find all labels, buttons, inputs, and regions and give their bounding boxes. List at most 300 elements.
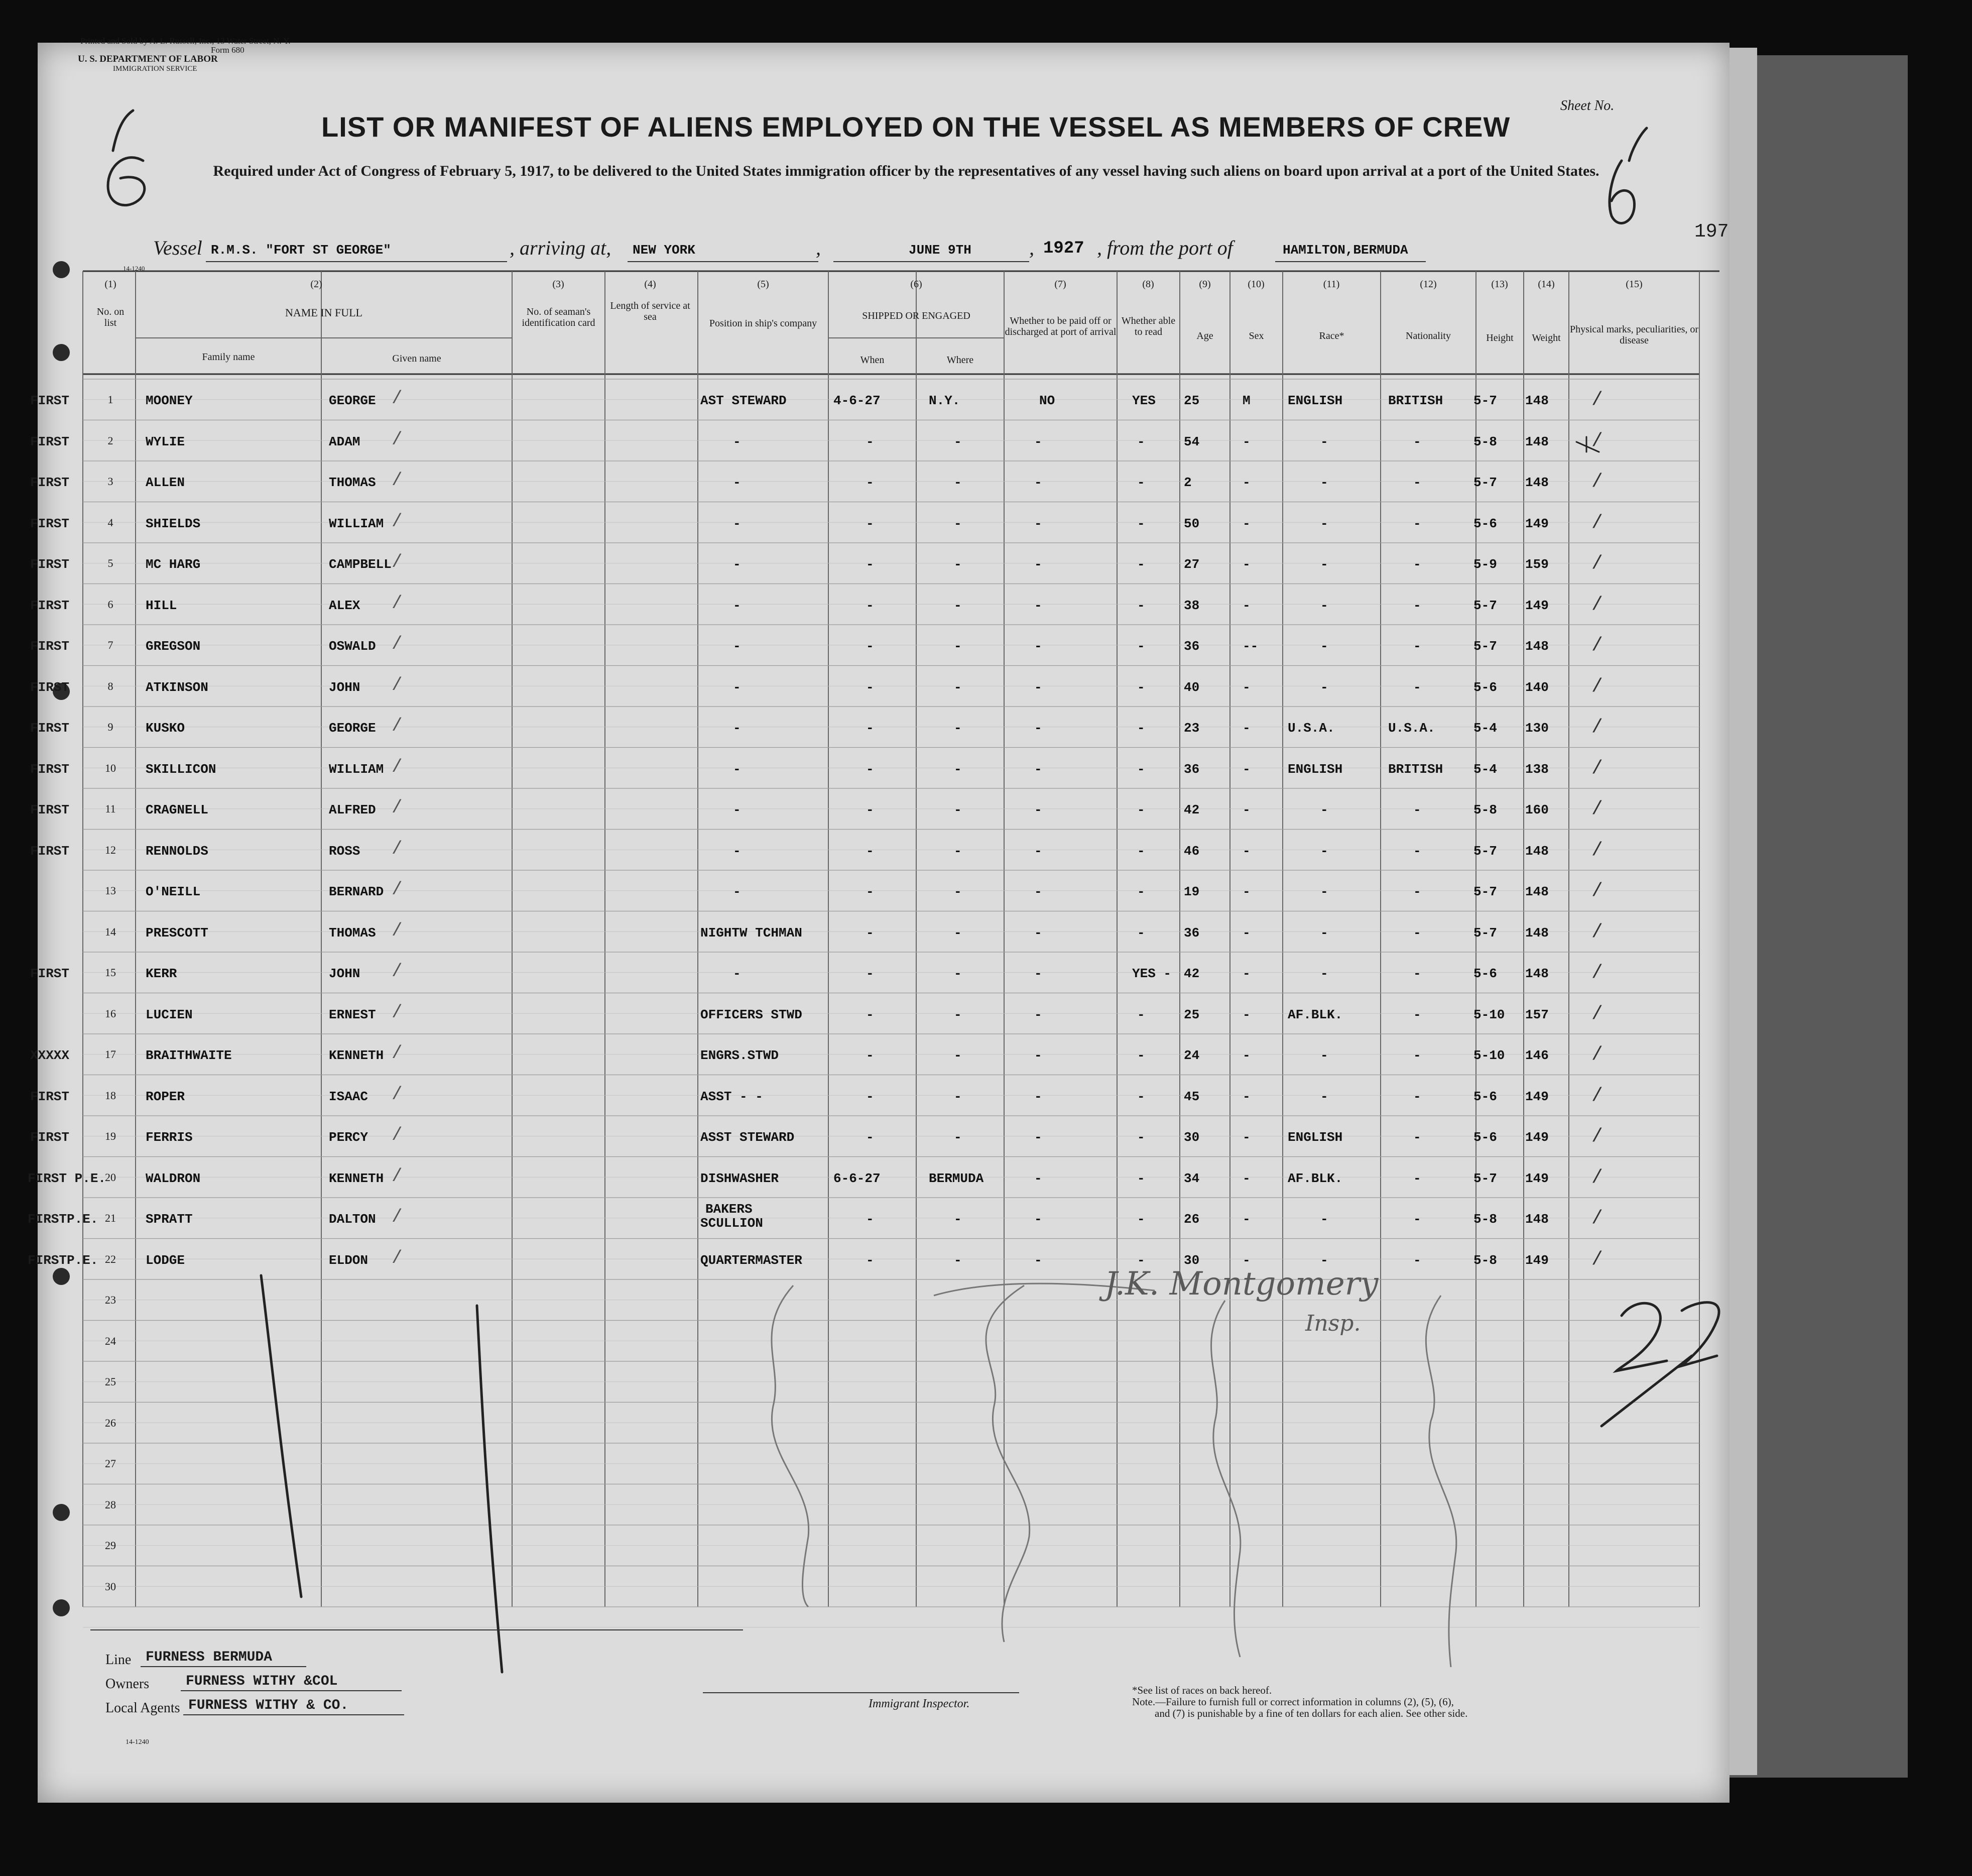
position: - <box>733 679 741 695</box>
age: 42 <box>1184 966 1200 981</box>
when-shipped: - <box>866 802 874 817</box>
corner-mark-right-stem <box>1629 128 1647 161</box>
race: ENGLISH <box>1288 761 1343 777</box>
row-number: 15 <box>105 966 116 979</box>
row-number: 26 <box>105 1416 116 1429</box>
family-name: MOONEY <box>146 393 193 408</box>
height: 5-9 <box>1473 557 1497 572</box>
check-mark: / <box>1591 471 1603 493</box>
position: - <box>733 516 741 531</box>
inspector-signature: J.K. Montgomery <box>1104 1265 1379 1303</box>
sex: - <box>1243 516 1251 531</box>
row-number: 1 <box>107 393 113 406</box>
paid-off: - <box>1034 1007 1042 1022</box>
weight: 140 <box>1525 679 1549 695</box>
row-number: 9 <box>107 721 113 733</box>
paid-off: - <box>1034 557 1042 572</box>
height: 5-7 <box>1473 1170 1497 1186</box>
position: - <box>733 639 741 654</box>
row-margin-note: FIRST <box>30 1130 70 1145</box>
age: 54 <box>1184 434 1200 449</box>
position: - <box>733 434 741 449</box>
given-name: JOHN <box>329 966 360 981</box>
family-name: LODGE <box>146 1252 185 1268</box>
table-bottom <box>90 1629 743 1630</box>
height: 5-8 <box>1473 1252 1497 1268</box>
row-margin-note: FIRSTP.E. <box>28 1252 98 1268</box>
row-number: 25 <box>105 1375 116 1388</box>
weight: 148 <box>1525 639 1549 654</box>
nationality: - <box>1413 1048 1421 1063</box>
column-number: (14) <box>1538 279 1555 290</box>
able-to-read: - <box>1137 639 1145 654</box>
row-margin-note: FIRST <box>30 721 70 736</box>
row-number: 18 <box>105 1089 116 1102</box>
owners-label: Owners <box>105 1676 150 1692</box>
when-shipped: 4-6-27 <box>833 393 881 408</box>
race: - <box>1320 1048 1328 1063</box>
where-shipped: - <box>954 1212 962 1227</box>
paid-off: - <box>1034 475 1042 490</box>
when-shipped: - <box>866 925 874 941</box>
position: - <box>733 475 741 490</box>
race: - <box>1320 434 1328 449</box>
weight: 130 <box>1525 721 1549 736</box>
departure-port: HAMILTON,BERMUDA <box>1283 243 1408 258</box>
paid-off: - <box>1034 1048 1042 1063</box>
age: 50 <box>1184 516 1200 531</box>
family-name: ATKINSON <box>146 679 208 695</box>
sex: - <box>1243 1252 1251 1268</box>
column-number: (12) <box>1420 279 1437 290</box>
race: - <box>1320 884 1328 899</box>
check-mark: / <box>392 1165 403 1187</box>
arrival-date: JUNE 9TH <box>909 243 971 258</box>
page-number: 197 <box>1694 221 1729 243</box>
paid-off: NO <box>1039 393 1055 408</box>
col-header-height: Height <box>1486 332 1514 343</box>
race: - <box>1320 475 1328 490</box>
paid-off: - <box>1034 884 1042 899</box>
paid-off: - <box>1034 1252 1042 1268</box>
row-margin-note: FIRST <box>30 1089 70 1104</box>
given-name: THOMAS <box>329 475 376 490</box>
weight: 149 <box>1525 1252 1549 1268</box>
nationality: - <box>1413 679 1421 695</box>
where-shipped: - <box>954 1089 962 1104</box>
row-margin-note: XXXXX <box>30 1048 70 1063</box>
line-value: FURNESS BERMUDA <box>146 1650 273 1665</box>
age: 40 <box>1184 679 1200 695</box>
agents-label: Local Agents <box>105 1700 180 1716</box>
footer-form-code: 14-1240 <box>126 1738 149 1746</box>
when-shipped: - <box>866 1007 874 1022</box>
column-number: (9) <box>1199 279 1211 290</box>
weight: 149 <box>1525 1089 1549 1104</box>
given-name: DALTON <box>329 1212 376 1227</box>
col-header-able-read: Whether able to read <box>1121 315 1176 337</box>
family-name: PRESCOTT <box>146 925 208 941</box>
row-number: 27 <box>105 1457 116 1470</box>
race: - <box>1320 925 1328 941</box>
height: 5-6 <box>1473 679 1497 695</box>
where-shipped: - <box>954 721 962 736</box>
column-number: (5) <box>757 279 769 290</box>
nationality: BRITISH <box>1388 761 1443 777</box>
where-shipped: - <box>954 1007 962 1022</box>
family-name: SKILLICON <box>146 761 216 777</box>
when-shipped: - <box>866 475 874 490</box>
able-to-read: - <box>1137 884 1145 899</box>
nationality: - <box>1413 598 1421 613</box>
nationality: - <box>1413 1252 1421 1268</box>
sex: - <box>1243 966 1251 981</box>
family-name: WALDRON <box>146 1170 201 1186</box>
total-digit <box>1682 1303 1719 1366</box>
when-shipped: - <box>866 721 874 736</box>
col-header-family: Family name <box>202 351 255 363</box>
able-to-read: - <box>1137 516 1145 531</box>
sex: - <box>1243 925 1251 941</box>
column-number: (13) <box>1491 279 1508 290</box>
given-name: KENNETH <box>329 1048 384 1063</box>
sex: - <box>1243 1212 1251 1227</box>
height: 5-6 <box>1473 1089 1497 1104</box>
col-header-weight: Weight <box>1532 332 1561 343</box>
page-subtitle: Required under Act of Congress of February 5, 1917, to be delivered to the United States immigration officer by the representatives of any vessel having such aliens on board upon arrival at a port of the United States. <box>213 163 1599 179</box>
age: 34 <box>1184 1170 1200 1186</box>
check-mark: / <box>1591 1003 1603 1025</box>
height: 5-7 <box>1473 393 1497 408</box>
row-number: 11 <box>105 802 116 815</box>
family-name: KERR <box>146 966 177 981</box>
column-number: (8) <box>1142 279 1154 290</box>
position: DISHWASHER <box>700 1170 779 1186</box>
paid-off: - <box>1034 966 1042 981</box>
check-mark: / <box>392 552 403 572</box>
race: ENGLISH <box>1288 1130 1343 1145</box>
where-shipped: - <box>954 557 962 572</box>
race: - <box>1320 1252 1328 1268</box>
row-margin-note: FIRST P.E. <box>28 1170 106 1186</box>
page-title: LIST OR MANIFEST OF ALIENS EMPLOYED ON THE VESSEL AS MEMBERS OF CREW <box>321 111 1511 143</box>
height: 5-6 <box>1473 966 1497 981</box>
race: - <box>1320 679 1328 695</box>
age: 27 <box>1184 557 1200 572</box>
paid-off: - <box>1034 761 1042 777</box>
check-mark: / <box>392 1247 403 1268</box>
given-name: JOHN <box>329 679 360 695</box>
paid-off: - <box>1034 639 1042 654</box>
col-header-physical: Physical marks, peculiarities, or disease <box>1569 324 1699 346</box>
able-to-read: - <box>1137 679 1145 695</box>
position: AST STEWARD <box>700 393 787 408</box>
row-margin-note: FIRSTP.E. <box>28 1212 98 1227</box>
paid-off: - <box>1034 925 1042 941</box>
able-to-read: - <box>1137 475 1145 490</box>
row-number: 24 <box>105 1334 116 1347</box>
when-shipped: - <box>866 557 874 572</box>
column-number: (2) <box>310 279 322 290</box>
sex: - <box>1243 475 1251 490</box>
position: ASST - - <box>700 1089 763 1104</box>
when-shipped: - <box>866 1252 874 1268</box>
nationality: - <box>1413 925 1421 941</box>
when-shipped: - <box>866 598 874 613</box>
nationality: - <box>1413 557 1421 572</box>
check-mark: / <box>392 879 403 900</box>
col-header-nationality: Nationality <box>1406 330 1451 341</box>
arrival-year: 1927 <box>1043 239 1084 258</box>
age: 30 <box>1184 1252 1200 1268</box>
given-name: GEORGE <box>329 721 376 736</box>
weight: 148 <box>1525 1212 1549 1227</box>
column-number: (1) <box>104 279 116 290</box>
row-margin-note: FIRST <box>30 802 70 817</box>
family-name: GREGSON <box>146 639 201 654</box>
from-label: , from the port of <box>1097 237 1233 259</box>
row-margin-note: FIRST <box>30 966 70 981</box>
age: 30 <box>1184 1130 1200 1145</box>
weight: 157 <box>1525 1007 1549 1022</box>
when-shipped: - <box>866 434 874 449</box>
owners-value: FURNESS WITHY &COL <box>186 1674 338 1689</box>
able-to-read: - <box>1137 1089 1145 1104</box>
race: ENGLISH <box>1288 393 1343 408</box>
col-header-paid-off: Whether to be paid off or discharged at port of arrival <box>1005 315 1117 337</box>
arriving-port: NEW YORK <box>633 243 695 258</box>
row-number: 19 <box>105 1130 116 1142</box>
paid-off: - <box>1034 434 1042 449</box>
given-name: ELDON <box>329 1252 368 1268</box>
form-code: 14-1240 <box>123 265 145 272</box>
row-number: 13 <box>105 884 116 897</box>
when-shipped: - <box>866 761 874 777</box>
row-number: 12 <box>105 843 116 856</box>
position: - <box>733 557 741 572</box>
position: ENGRS.STWD <box>700 1048 779 1063</box>
weight: 149 <box>1525 1170 1549 1186</box>
paid-off: - <box>1034 843 1042 859</box>
when-shipped: - <box>866 1212 874 1227</box>
when-shipped: - <box>866 639 874 654</box>
paid-off: - <box>1034 721 1042 736</box>
height: 5-4 <box>1473 721 1497 736</box>
col-header-when: When <box>860 355 885 366</box>
age: 42 <box>1184 802 1200 817</box>
sex: - <box>1243 557 1251 572</box>
nationality: - <box>1413 516 1421 531</box>
col-header-where: Where <box>946 355 974 366</box>
total-underline <box>1601 1356 1692 1426</box>
age: 26 <box>1184 1212 1200 1227</box>
nationality: - <box>1413 884 1421 899</box>
row-number: 28 <box>105 1498 116 1511</box>
weight: 160 <box>1525 802 1549 817</box>
race: - <box>1320 639 1328 654</box>
sex: - <box>1243 843 1251 859</box>
row-number: 10 <box>105 761 116 774</box>
row-number: 16 <box>105 1007 116 1020</box>
note-races: *See list of races on back hereof. <box>1132 1684 1272 1696</box>
check-mark: / <box>392 1043 403 1064</box>
check-mark: / <box>392 756 403 777</box>
position: QUARTERMASTER <box>700 1252 802 1268</box>
col-header-shipped: SHIPPED OR ENGAGED <box>862 310 970 321</box>
where-shipped: - <box>954 1048 962 1063</box>
row-number: 14 <box>105 925 116 938</box>
able-to-read: - <box>1137 1048 1145 1063</box>
check-mark: / <box>392 674 403 695</box>
given-name: ALFRED <box>329 802 376 817</box>
age: 25 <box>1184 393 1200 408</box>
nationality: - <box>1413 475 1421 490</box>
vessel-name: R.M.S. "FORT ST GEORGE" <box>211 243 391 258</box>
row-margin-note: FIRST <box>30 393 70 408</box>
row-margin-note: FIRST <box>30 761 70 777</box>
when-shipped: - <box>866 1048 874 1063</box>
row-number: 8 <box>107 679 113 692</box>
col-header-name: NAME IN FULL <box>285 306 362 319</box>
line-label: Line <box>105 1652 132 1668</box>
weight: 148 <box>1525 966 1549 981</box>
column-number: (3) <box>552 279 564 290</box>
where-shipped: - <box>954 1130 962 1145</box>
where-shipped: - <box>954 598 962 613</box>
col-header-seaman-id: No. of seaman's identification card <box>522 306 595 328</box>
family-name: LUCIEN <box>146 1007 193 1022</box>
sex: - <box>1243 1170 1251 1186</box>
sex: - <box>1243 884 1251 899</box>
weight: 148 <box>1525 475 1549 490</box>
given-name: ISAAC <box>329 1089 368 1104</box>
column-number: (11) <box>1323 279 1340 290</box>
given-name: OSWALD <box>329 639 376 654</box>
when-shipped: - <box>866 1089 874 1104</box>
position: - <box>733 843 741 859</box>
vessel-label: Vessel <box>153 237 202 259</box>
weight: 149 <box>1525 1130 1549 1145</box>
where-shipped: - <box>954 925 962 941</box>
nationality: - <box>1413 639 1421 654</box>
sex: - <box>1243 679 1251 695</box>
paid-off: - <box>1034 598 1042 613</box>
nationality: - <box>1413 966 1421 981</box>
check-mark: / <box>1591 635 1603 656</box>
family-name: SHIELDS <box>146 516 201 531</box>
race: - <box>1320 1089 1328 1104</box>
race: AF.BLK. <box>1288 1007 1343 1022</box>
sex: -- <box>1243 639 1259 654</box>
handwritten-stroke <box>477 1306 502 1672</box>
form-number: Form 680 <box>211 45 244 55</box>
column-number: (6) <box>910 279 922 290</box>
corner-mark-right <box>1610 161 1634 223</box>
check-mark: / <box>392 716 403 736</box>
row-number: 2 <box>107 434 113 447</box>
family-name: O'NEILL <box>146 884 201 899</box>
position: - <box>733 884 741 899</box>
height: 5-8 <box>1473 802 1497 817</box>
row-margin-note: FIRST <box>30 434 70 449</box>
paid-off: - <box>1034 1170 1042 1186</box>
nationality: - <box>1413 843 1421 859</box>
race: - <box>1320 557 1328 572</box>
check-mark: / <box>1591 839 1603 861</box>
position: - <box>733 598 741 613</box>
where-shipped: - <box>954 966 962 981</box>
age: 36 <box>1184 925 1200 941</box>
able-to-read: - <box>1137 1007 1145 1022</box>
age: 19 <box>1184 884 1200 899</box>
note-penalty-cont: and (7) is punishable by a fine of ten dollars for each alien. See other side. <box>1155 1707 1468 1719</box>
paid-off: - <box>1034 1130 1042 1145</box>
position: - <box>733 966 741 981</box>
handwritten-stroke <box>261 1275 301 1597</box>
row-margin-note: FIRST <box>30 475 70 490</box>
height: 5-6 <box>1473 516 1497 531</box>
wavy-cancel-line <box>1426 1296 1456 1667</box>
given-name: ALEX <box>329 598 360 613</box>
wavy-cancel-line <box>1211 1301 1241 1657</box>
nationality: - <box>1413 1170 1421 1186</box>
check-mark: / <box>1591 757 1603 779</box>
weight: 148 <box>1525 393 1549 408</box>
given-name: ERNEST <box>329 1007 376 1022</box>
row-number: 4 <box>107 516 113 529</box>
inspector-signature-line <box>703 1692 1019 1693</box>
family-name: ALLEN <box>146 475 185 490</box>
row-number: 3 <box>107 475 113 488</box>
check-mark: / <box>392 797 403 818</box>
family-name: FERRIS <box>146 1130 193 1145</box>
check-mark: / <box>1591 962 1603 984</box>
nationality: - <box>1413 1212 1421 1227</box>
paid-off: - <box>1034 679 1042 695</box>
weight: 148 <box>1525 925 1549 941</box>
able-to-read: YES - <box>1132 966 1172 981</box>
sex: - <box>1243 1089 1251 1104</box>
paid-off: - <box>1034 802 1042 817</box>
race: - <box>1320 516 1328 531</box>
wavy-cancel-line <box>772 1285 809 1607</box>
given-name: GEORGE <box>329 393 376 408</box>
check-mark: / <box>392 634 403 654</box>
printer-line: Printed and Sold by A. L. Russell, Inc., 13 Water Street, N. Y. <box>80 36 291 46</box>
check-mark: / <box>1591 717 1603 738</box>
check-mark: / <box>1591 675 1603 697</box>
check-mark: / <box>392 429 403 450</box>
weight: 159 <box>1525 557 1549 572</box>
position: - <box>733 802 741 817</box>
check-mark: / <box>1591 880 1603 902</box>
check-mark: / <box>1591 389 1603 411</box>
height: 5-4 <box>1473 761 1497 777</box>
race: - <box>1320 802 1328 817</box>
comma: , <box>816 237 821 259</box>
where-shipped: - <box>954 475 962 490</box>
when-shipped: - <box>866 843 874 859</box>
check-mark: / <box>1591 512 1603 534</box>
when-shipped: - <box>866 516 874 531</box>
height: 5-6 <box>1473 1130 1497 1145</box>
sex: - <box>1243 434 1251 449</box>
col-header-no: No. on list <box>96 306 125 328</box>
check-mark: / <box>1591 1044 1603 1066</box>
race: U.S.A. <box>1288 721 1335 736</box>
check-mark: / <box>1591 1208 1603 1229</box>
col-header-race: Race* <box>1319 330 1344 341</box>
